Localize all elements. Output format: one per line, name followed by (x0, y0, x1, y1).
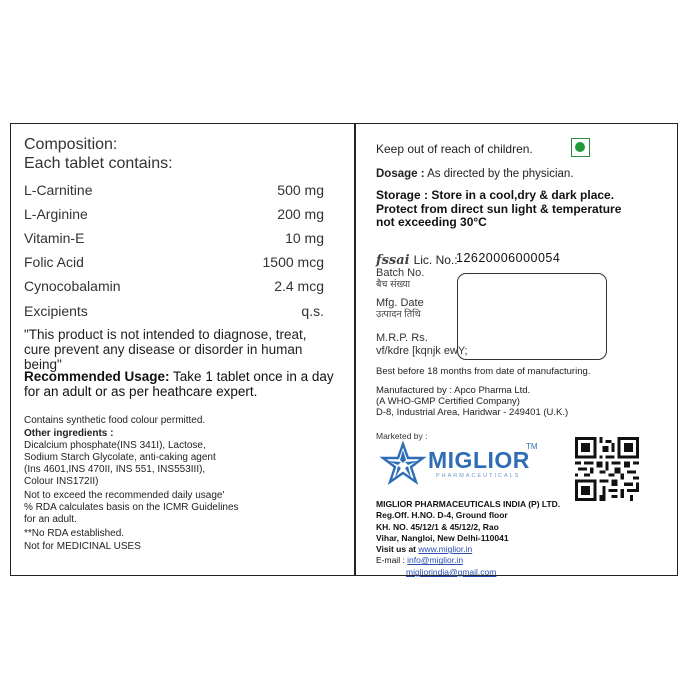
batch-stamp-box (457, 273, 607, 360)
fssai-logo-icon: fssai (376, 253, 410, 268)
composition-heading: Composition: (24, 136, 118, 153)
composition-subheading: Each tablet contains: (24, 155, 173, 172)
mfg-date-label: Mfg. Date उत्पादन तिथि (376, 297, 424, 320)
ingredient-name: L-Carnitine (24, 182, 93, 198)
dosage-text: Dosage : As directed by the physician. (376, 168, 574, 180)
fssai-license (376, 253, 458, 268)
ingredient-amount: 10 mg (285, 230, 324, 246)
other-ingredients-label: Other ingredients : (24, 428, 114, 439)
veg-mark-icon (571, 138, 590, 157)
left-panel (24, 135, 344, 552)
keep-away-warning: Keep out of reach of children. (376, 142, 533, 156)
brand-subtitle: PHARMACEUTICALS (436, 473, 521, 479)
ingredient-name: Vitamin-E (24, 230, 85, 246)
colour-note: Contains synthetic food colour permitted. (24, 415, 206, 426)
qr-code-icon (575, 437, 639, 501)
lic-label: Lic. No.: (413, 253, 458, 267)
ingredient-amount: 1500 mcg (262, 254, 324, 270)
license-number: 12620006000054 (456, 251, 561, 265)
other-ingredients-line: Dicalcium phosphate(INS 341I), Lactose, (24, 440, 206, 451)
ingredient-amount: 200 mg (277, 206, 324, 222)
ingredient-name: Folic Acid (24, 254, 84, 270)
footer-note-line: **No RDA established. (24, 528, 125, 539)
footer-note-line: Not to exceed the recommended daily usage' (24, 490, 225, 501)
ingredient-row (24, 182, 324, 198)
website-link[interactable]: www.miglior.in (418, 544, 473, 555)
batch-label: Batch No. बैच संख्या (376, 267, 425, 290)
mrp-label: M.R.P. Rs. vf/kdre [kqnjk ewY; (376, 332, 468, 357)
footer-note-line: % RDA calculates basis on the ICMR Guidelines (24, 502, 239, 513)
disclaimer-text: "This product is not intended to diagnose, treat, cure prevent any disease or disorder in human being" (24, 327, 307, 372)
brand-name: MIGLIOR (428, 447, 530, 473)
other-ingredients-line: Sodium Starch Glycolate, anti-caking agent (24, 452, 216, 463)
manufacturer-line: Manufactured by : Apco Pharma Ltd. (376, 385, 531, 396)
ingredient-name: Cynocobalamin (24, 278, 121, 294)
other-ingredients-line: Colour INS172II) (24, 476, 99, 487)
miglior-logo (376, 440, 566, 490)
ingredient-name: L-Arginine (24, 206, 88, 222)
storage-instructions: Storage : Store in a cool,dry & dark place. Protect from direct sun light & temperature not exceeding 30°C (376, 188, 622, 229)
recommended-label: Recommended Usage: (24, 369, 170, 384)
ingredient-name: Excipients (24, 303, 88, 319)
ingredient-row (24, 206, 324, 222)
brand-tm: TM (526, 442, 538, 451)
marketed-by-label: Marketed by : (376, 431, 428, 441)
email-link[interactable]: info@miglior.in (407, 555, 464, 566)
ingredient-amount: 500 mg (277, 182, 324, 198)
footer-note-line: for an adult. (24, 514, 77, 525)
ingredient-amount: q.s. (301, 303, 324, 319)
recommended-usage (24, 369, 334, 399)
manufacturer-line: (A WHO-GMP Certified Company) (376, 396, 520, 407)
ingredient-row (24, 254, 324, 270)
star-logo-icon (378, 440, 428, 490)
marketer-address: MIGLIOR PHARMACEUTICALS INDIA (P) LTD. Reg.Off. H.NO. D-4, Ground floor KH. NO. 45/12/1 & 45/12/2, Rao Vihar, Nangloi, New Delhi-110041 Visit us at www.miglior.in E-mail : info@miglior.in migliorindia@gmail.com (376, 499, 561, 577)
other-ingredients-line: (Ins 4601,INS 470II, INS 551, INS553III), (24, 464, 206, 475)
footer-note-line: Not for MEDICINAL USES (24, 541, 141, 552)
manufacturer-line: D-8, Industrial Area, Haridwar - 249401 (U.K.) (376, 407, 569, 418)
recommended-text: Take 1 tablet once in a day for an adult or as per heathcare expert. (24, 369, 334, 399)
ingredient-amount: 2.4 mcg (274, 278, 324, 294)
best-before-text: Best before 18 months from date of manufacturing. (376, 366, 591, 377)
ingredient-row (24, 303, 324, 319)
ingredient-row (24, 278, 324, 294)
center-divider (354, 123, 356, 576)
ingredient-row (24, 230, 324, 246)
email-link[interactable]: migliorindia@gmail.com (406, 566, 497, 577)
